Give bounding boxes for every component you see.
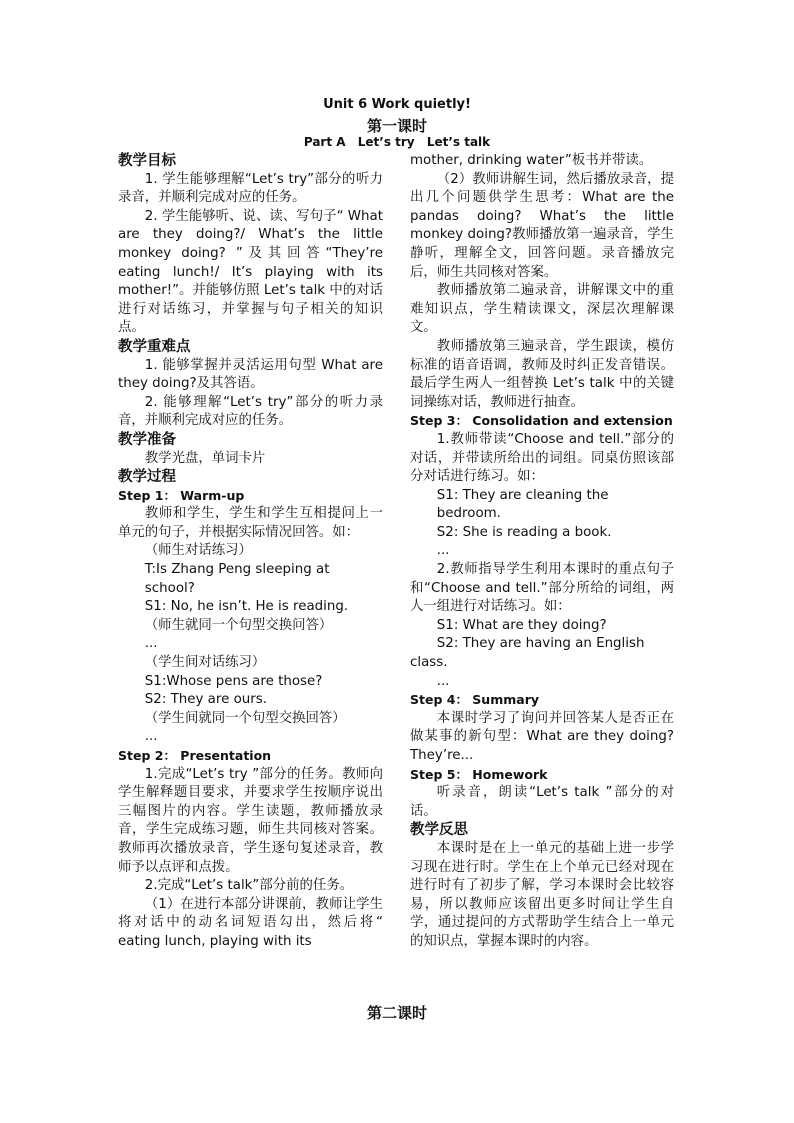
dialog-line: （师生就同一个句型交换问答）	[144, 617, 333, 633]
step-2-task-2a: （1）在进行本部分讲课前，教师让学生将对话中的动名词短语勾出，然后将“ eating lunch, playing with its	[118, 896, 383, 949]
continued-text: mother, drinking water”板书并带读。	[410, 153, 653, 168]
dialog-line: S1: They are cleaning the bedroom.	[436, 487, 609, 522]
left-column	[118, 152, 383, 952]
heading-preparation: 教学准备	[118, 431, 176, 448]
dialog-line: S1: No, he isn’t. He is reading.	[144, 599, 349, 615]
step-2-heading: Step 2： Presentation	[118, 748, 272, 763]
tab-lets-try: Let’s try	[357, 135, 415, 149]
dialog-line: （学生间就同一个句型交换回答）	[144, 710, 346, 726]
goal-1: 1. 学生能够理解“Let’s try”部分的听力录音，并顺利完成对应的任务。	[118, 171, 383, 206]
dialog-line: S2: They are ours.	[144, 692, 267, 708]
step-4-summary: 本课时学习了询问并回答某人是否正在做某事的新句型：What are they doing? They’re...	[410, 710, 674, 763]
lesson-title: 第一课时	[366, 117, 427, 135]
next-lesson-title: 第二课时	[366, 1004, 427, 1022]
step-5-homework: 听录音，朗读“Let’s talk ”部分的对话。	[410, 785, 674, 819]
dialog-line: S1:Whose pens are those?	[144, 673, 323, 689]
key-point-1: 1. 能够掌握并灵活运用句型 What are they doing?及其答语。	[118, 357, 383, 392]
dialog-line: ...	[436, 673, 450, 689]
dialog-line: S1: What are they doing?	[436, 617, 607, 633]
dialog-line: ...	[144, 729, 158, 745]
step-3-task-2: 2.教师指导学生利用本课时的重点句子和“Choose and tell.”部分所给的词组，两人一组进行对话练习。如：	[410, 562, 674, 615]
paragraph: 教师播放第二遍录音，讲解课文中的重难知识点，学生精读课文，深层次理解课文。	[410, 283, 674, 336]
dialog-line: （师生对话练习）	[144, 543, 252, 559]
step-4-heading: Step 4： Summary	[410, 692, 540, 708]
heading-key-points: 教学重难点	[118, 338, 191, 355]
part-label: Part A	[303, 135, 346, 149]
preparation-text: 教学光盘，单词卡片	[144, 450, 266, 466]
dialog-line: class.	[410, 655, 448, 671]
tab-lets-talk: Let’s talk	[426, 135, 491, 149]
part-line	[0, 135, 794, 149]
step-1-intro: 教师和学生，学生和学生互相提问上一单元的句子，并根据实际情况回答。如：	[118, 506, 383, 540]
heading-process: 教学过程	[118, 469, 176, 486]
key-point-2: 2. 能够理解“Let’s try”部分的听力录音，并顺利完成对应的任务。	[118, 394, 383, 429]
step-3-task-1: 1.教师带读“Choose and tell.”部分的对话，并带读所给出的词组。同桌仿照该部分对话进行练习。如：	[410, 431, 674, 485]
dialog-line: （学生间对话练习）	[144, 655, 266, 671]
step-5-heading: Step 5： Homework	[410, 766, 548, 782]
dialog-line: ...	[436, 543, 450, 559]
step-3-heading: Step 3： Consolidation and extension	[410, 413, 673, 429]
heading-goals: 教学目标	[118, 153, 176, 169]
unit-title: Unit 6 Work quietly!	[323, 97, 471, 112]
heading-reflection: 教学反思	[410, 822, 468, 839]
right-column	[410, 152, 674, 952]
goal-2: 2. 学生能够听、说、读、写句子“ What are they doing?/ What’s the little monkey doing? ”及其回答“They’re eating lunch!/ It’s playing with its mother!”。并能够仿照 Let’s talk 中的对话进行对话练习，并掌握与句子相关的知识点。	[118, 208, 383, 336]
dialog-line: S2: She is reading a book.	[436, 524, 612, 540]
reflection-text: 本课时是在上一单元的基础上进一步学习现在进行时。学生在上个单元已经对现在进行时有了初步了解，学习本课时会比较容易，所以教师应该留出更多时间让学生自学，通过提问的方式帮助学生结合上一单元的知识点，掌握本课时的内容。	[410, 840, 674, 949]
dialog-line: S2: They are having an English	[436, 636, 645, 652]
paragraph: 教师播放第三遍录音，学生跟读，模仿标准的语音语调，教师及时纠正发音错误。最后学生两人一组替换 Let’s talk 中的关键词操练对话，教师进行抽查。	[410, 338, 674, 410]
paragraph: （2）教师讲解生词，然后播放录音，提出几个问题供学生思考：What are the pandas doing? What’s the little monkey doing?教师播放第一遍录音，学生静听，理解全文，回答问题。录音播放完后，师生共同核对答案。	[410, 171, 674, 280]
step-1-heading: Step 1： Warm-up	[118, 487, 245, 503]
dialog-line: T:Is Zhang Peng sleeping at school?	[144, 562, 330, 596]
step-2-task-2: 2.完成“Let’s talk”部分前的任务。	[144, 878, 354, 894]
dialog-line: ...	[144, 636, 158, 652]
step-2-task-1: 1.完成“Let’s try ”部分的任务。教师向学生解释题目要求，并要求学生按顺序说出三幅图片的内容。学生读题，教师播放录音，学生完成练习题，师生共同核对答案。教师再次播放录音，学生逐句复述录音，教师予以点评和点拨。	[118, 766, 383, 875]
